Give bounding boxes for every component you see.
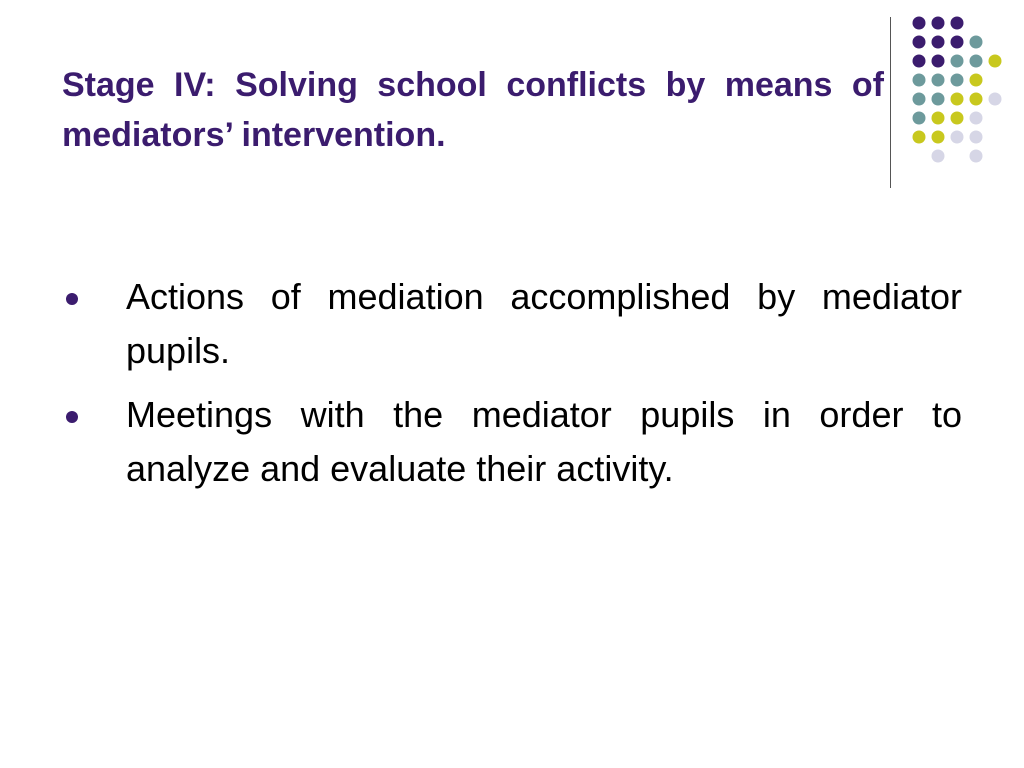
dot xyxy=(932,55,945,68)
dot xyxy=(932,17,945,30)
dot xyxy=(932,131,945,144)
dot xyxy=(913,36,926,49)
decorative-dot-grid xyxy=(0,0,1024,200)
dot xyxy=(913,74,926,87)
dot xyxy=(932,93,945,106)
dot xyxy=(913,112,926,125)
bullet-list xyxy=(62,270,962,506)
dot xyxy=(970,36,983,49)
dot xyxy=(932,74,945,87)
bullet-text: Actions of mediation accomplished by mediator pupils. xyxy=(126,276,962,371)
bullet-dot-icon xyxy=(66,411,78,423)
dot xyxy=(951,93,964,106)
dot xyxy=(913,17,926,30)
dot xyxy=(951,131,964,144)
dot xyxy=(951,74,964,87)
slide-title: Stage IV: Solving school conflicts by means of mediators’ intervention. xyxy=(62,66,884,154)
dot xyxy=(913,131,926,144)
dot xyxy=(951,55,964,68)
dot xyxy=(989,93,1002,106)
dot xyxy=(913,93,926,106)
dot xyxy=(932,36,945,49)
dot xyxy=(970,150,983,163)
bullet-item xyxy=(62,270,962,378)
dot xyxy=(970,55,983,68)
dot xyxy=(913,55,926,68)
dot xyxy=(932,112,945,125)
bullet-text: Meetings with the mediator pupils in order to analyze and evaluate their activity. xyxy=(126,394,962,489)
dot xyxy=(951,112,964,125)
bullet-item xyxy=(62,388,962,496)
dot xyxy=(970,74,983,87)
dot xyxy=(932,150,945,163)
dot xyxy=(951,17,964,30)
dot xyxy=(970,93,983,106)
dot xyxy=(989,55,1002,68)
dot xyxy=(970,131,983,144)
bullet-dot-icon xyxy=(66,293,78,305)
dot xyxy=(951,36,964,49)
dot xyxy=(970,112,983,125)
